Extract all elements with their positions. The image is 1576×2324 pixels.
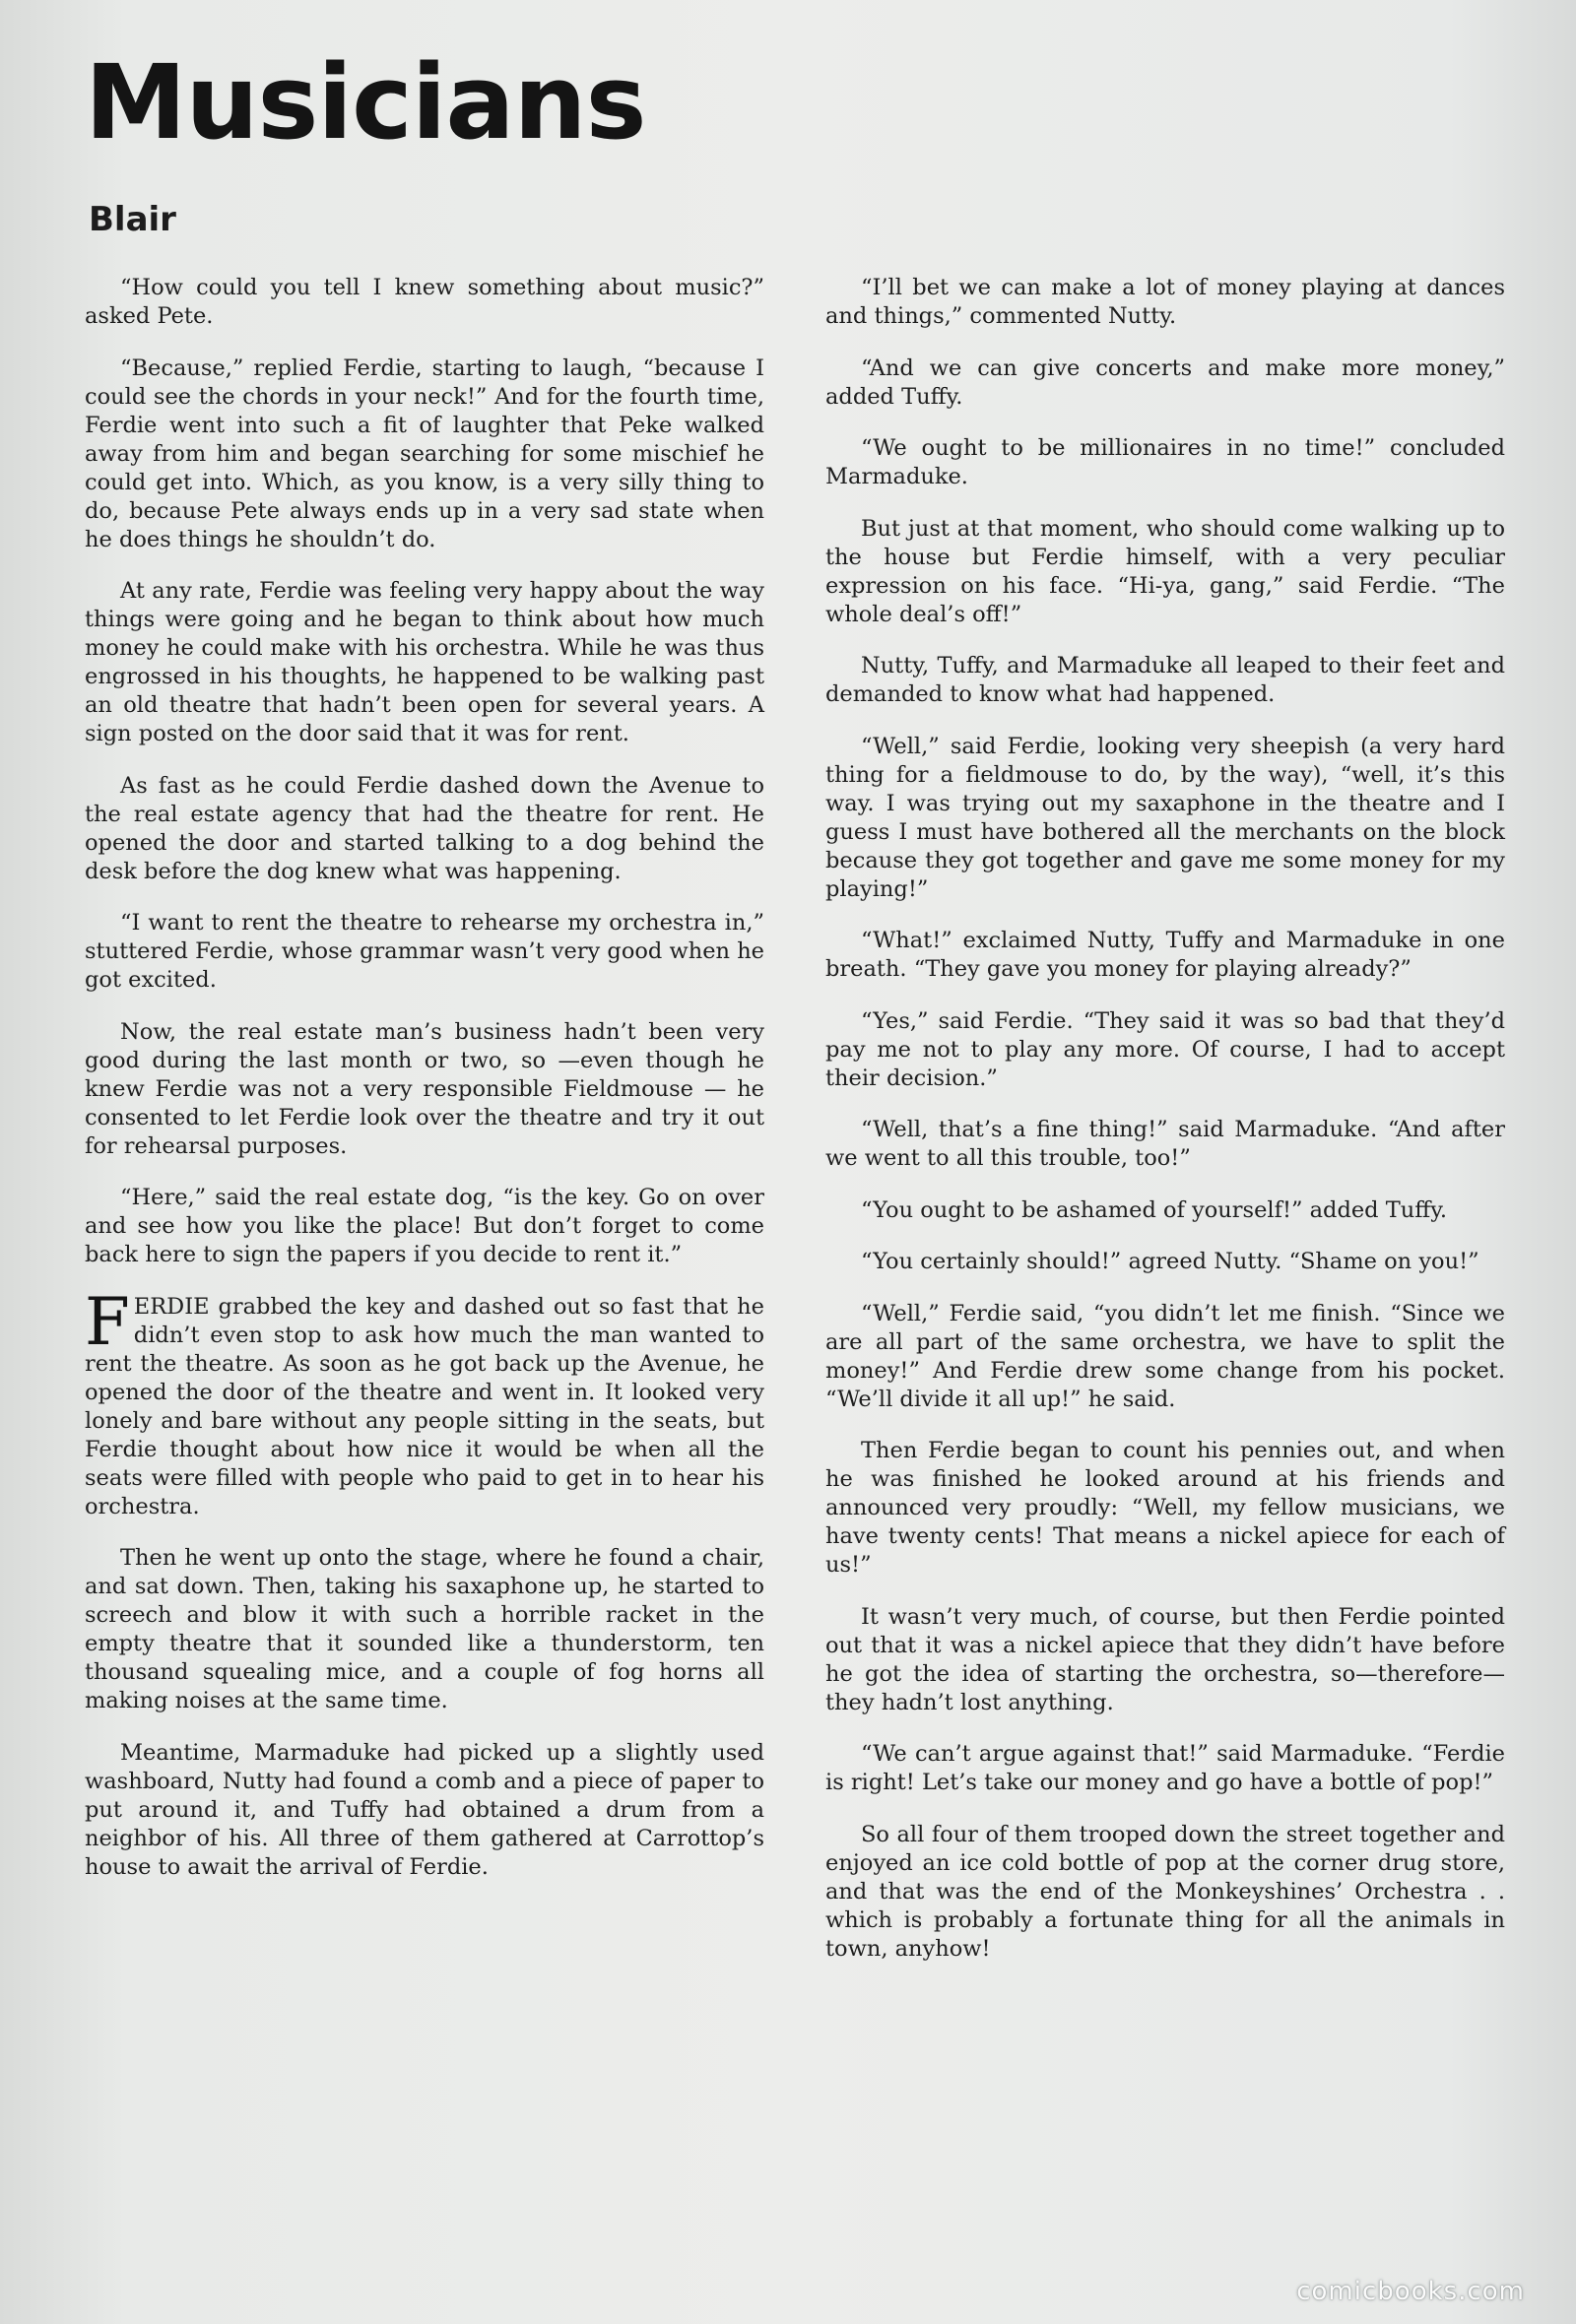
paragraph: So all four of them trooped down the street together and enjoyed an ice cold bottle of pop at the corner drug store, and that was the end of the Monkeyshines’ Orchestra . . which is probably a fortunate thing for all the animals in town, anyhow! — [825, 1821, 1505, 1962]
paragraph: “And we can give concerts and make more money,” added Tuffy. — [825, 355, 1505, 410]
author-byline: Blair — [89, 200, 176, 239]
paragraph: “Well, that’s a fine thing!” said Marmaduke. “And after we went to all this trouble, too!” — [825, 1117, 1505, 1171]
paragraph: “Well,” said Ferdie, looking very sheepish (a very hard thing for a fieldmouse to do, by the way), “well, it’s this way. I was trying out my saxaphone in the theatre and I guess I must have bothered all the merchants on the block because they got together and gave me some money for my playing!” — [825, 733, 1505, 902]
story-title: Musicians — [85, 42, 646, 162]
paragraph: It wasn’t very much, of course, but then Ferdie pointed out that it was a nickel apiece that they didn’t have before he got the idea of starting the orchestra, so—therefore—they hadn’t lost anything. — [825, 1603, 1505, 1715]
paragraph: “What!” exclaimed Nutty, Tuffy and Marmaduke in one breath. “They gave you money for playing already?” — [825, 928, 1505, 982]
paragraph: “I’ll bet we can make a lot of money playing at dances and things,” commented Nutty. — [825, 275, 1505, 329]
paragraph: Now, the real estate man’s business hadn’t been very good during the last month or two, so —even though he knew Ferdie was not a very responsible Fieldmouse — he consented to let Ferdie look over the theatre and try it out for rehearsal purposes. — [85, 1018, 764, 1159]
dropcap-paragraph — [85, 1283, 764, 1521]
paragraph: At any rate, Ferdie was feeling very happy about the way things were going and he began to think about how much money he could make with his orchestra. While he was thus engrossed in his thoughts, he happened to be walking past an old theatre that hadn’t been open for several years. A sign posted on the door said that it was for rent. — [85, 578, 764, 746]
right-text-column — [825, 274, 1505, 1986]
paragraph: “How could you tell I knew something about music?” asked Pete. — [85, 275, 764, 329]
paragraph: “We can’t argue against that!” said Marmaduke. “Ferdie is right! Let’s take our money and go have a bottle of pop!” — [825, 1741, 1505, 1795]
paragraph: “Well,” Ferdie said, “you didn’t let me finish. “Since we are all part of the same orchestra, we have to split the money!” And Ferdie drew some change from his pocket. “We’ll divide it all up!” he said. — [825, 1300, 1505, 1412]
paragraph: “We ought to be millionaires in no time!” concluded Marmaduke. — [825, 435, 1505, 489]
paragraph: Then he went up onto the stage, where he found a chair, and sat down. Then, taking his saxaphone up, he started to screech and blow it with such a horrible racket in the empty theatre that it sounded like a thunderstorm, ten thousand squealing mice, and a couple of fog horns all making noises at the same time. — [85, 1545, 764, 1713]
paragraph: As fast as he could Ferdie dashed down the Avenue to the real estate agency that had the theatre for rent. He opened the door and started talking to a dog behind the desk before the dog knew what was happening. — [85, 772, 764, 884]
paragraph: “Yes,” said Ferdie. “They said it was so bad that they’d pay me not to play any more. Of course, I had to accept their decision.” — [825, 1007, 1505, 1091]
paragraph: But just at that moment, who should come walking up to the house but Ferdie himself, with a very peculiar expression on his face. “Hi-ya, gang,” said Ferdie. “The whole deal’s off!” — [825, 515, 1505, 627]
paragraph: “You certainly should!” agreed Nutty. “Shame on you!” — [861, 1249, 1479, 1274]
paragraph: Meantime, Marmaduke had picked up a slightly used washboard, Nutty had found a comb and a piece of paper to put around it, and Tuffy had obtained a drum from a neighbor of his. All three of them gathered at Carrottop’s house to await the arrival of Ferdie. — [85, 1739, 764, 1880]
site-watermark: comicbooks.com — [1296, 2277, 1525, 2306]
paragraph: “Because,” replied Ferdie, starting to laugh, “because I could see the chords in your neck!” And for the fourth time, Ferdie went into such a fit of laughter that Peke walked away from him and began searching for some mischief he could get into. Which, as you know, is a very silly thing to do, because Pete always ends up in a very sad state when he does things he shouldn’t do. — [85, 355, 764, 552]
drop-cap-letter: F — [85, 1283, 130, 1360]
left-text-column — [85, 274, 764, 1904]
dropcap-paragraph-text: ERDIE grabbed the key and dashed out so fast that he didn’t even stop to ask how much the man wanted to rent the theatre. As soon as he got back up the Avenue, he opened the door of the theatre and went in. It looked very lonely and bare without any people sitting in the seats, but Ferdie thought about how nice it would be when all the seats were filled with people who paid to get in to hear his orchestra. — [85, 1293, 764, 1519]
paragraph: “You ought to be ashamed of yourself!” added Tuffy. — [861, 1196, 1448, 1223]
paragraph: “Here,” said the real estate dog, “is the key. Go on over and see how you like the place! But don’t forget to come back here to sign the papers if you decide to rent it.” — [85, 1185, 764, 1267]
paragraph: Then Ferdie began to count his pennies out, and when he was finished he looked around at his friends and announced very proudly: “Well, my fellow musicians, we have twenty cents! That means a nickel apiece for each of us!” — [825, 1438, 1505, 1578]
paragraph: “I want to rent the theatre to rehearse my orchestra in,” stuttered Ferdie, whose grammar wasn’t very good when he got excited. — [85, 910, 764, 993]
paragraph: Nutty, Tuffy, and Marmaduke all leaped to their feet and demanded to know what had happened. — [825, 653, 1505, 707]
